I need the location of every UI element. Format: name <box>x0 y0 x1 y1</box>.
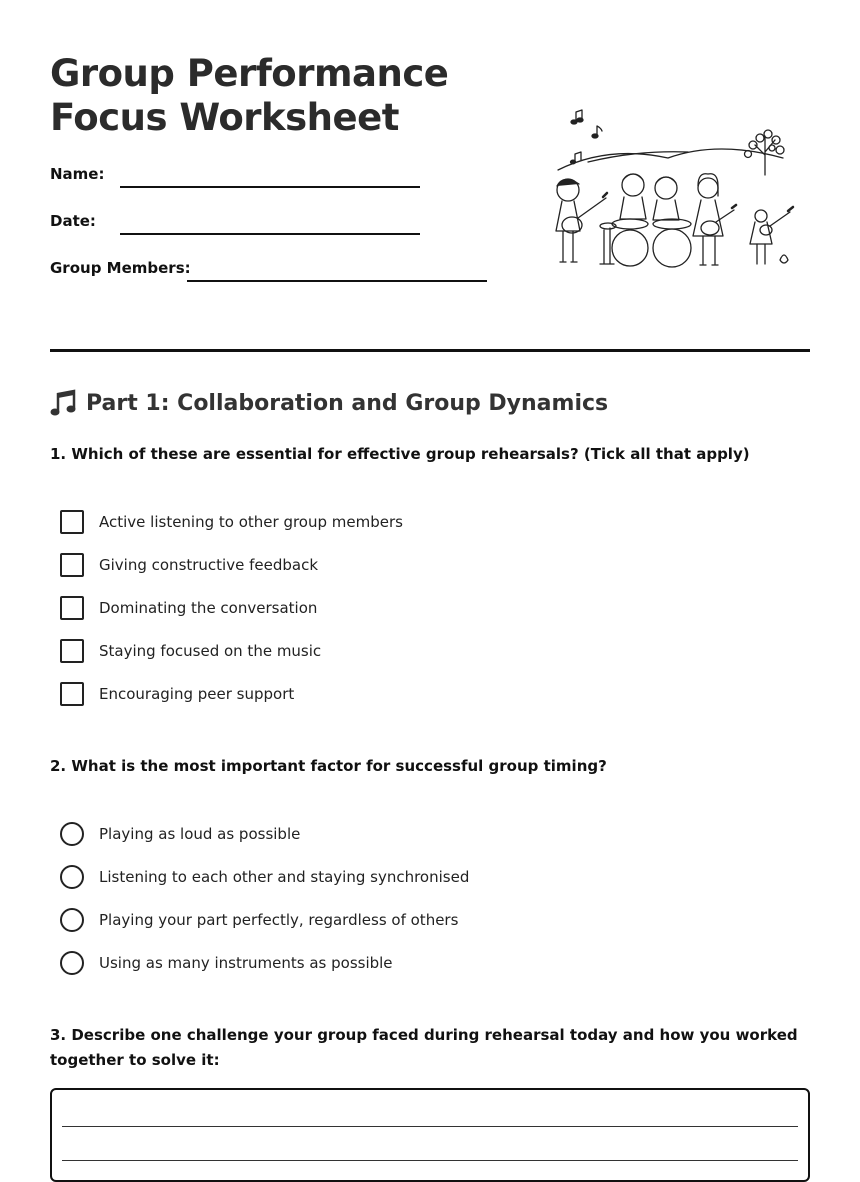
q1-option-2[interactable] <box>60 553 318 577</box>
q2-option-1-label: Playing as loud as possible <box>99 825 301 843</box>
q2-option-2-label: Listening to each other and staying synchronised <box>99 868 470 886</box>
header-divider <box>50 349 810 352</box>
question-2: 2. What is the most important factor for successful group timing? <box>50 757 607 775</box>
tree-icon <box>745 130 785 175</box>
radio-button[interactable] <box>60 865 84 889</box>
group-members-line[interactable] <box>187 280 487 282</box>
radio-button[interactable] <box>60 908 84 932</box>
q2-option-4-label: Using as many instruments as possible <box>99 954 393 972</box>
radio-button[interactable] <box>60 822 84 846</box>
child-girl-guitarist-icon <box>693 174 736 265</box>
checkbox[interactable] <box>60 510 84 534</box>
music-note-icon <box>50 388 78 418</box>
child-drummer-2-icon <box>653 177 691 267</box>
music-notes-icon <box>571 110 603 164</box>
q1-option-3-label: Dominating the conversation <box>99 599 318 617</box>
q3-answer-area[interactable] <box>50 1088 810 1182</box>
child-drummer-icon <box>600 174 648 266</box>
q1-option-3[interactable] <box>60 596 317 620</box>
question-3: 3. Describe one challenge your group faced during rehearsal today and how you worked together to solve it: <box>50 1026 798 1069</box>
q2-option-1[interactable] <box>60 822 300 846</box>
date-label: Date: <box>50 212 96 230</box>
checkbox[interactable] <box>60 553 84 577</box>
children-band-illustration <box>548 100 800 275</box>
radio-button[interactable] <box>60 951 84 975</box>
part1-heading <box>50 388 608 418</box>
child-guitarist-icon <box>556 179 607 262</box>
q1-option-5-label: Encouraging peer support <box>99 685 295 703</box>
checkbox[interactable] <box>60 596 84 620</box>
q2-option-2[interactable] <box>60 865 469 889</box>
checkbox[interactable] <box>60 682 84 706</box>
q2-option-3-label: Playing your part perfectly, regardless of others <box>99 911 459 929</box>
q2-option-3[interactable] <box>60 908 458 932</box>
q1-option-1-label: Active listening to other group members <box>99 513 403 531</box>
name-line[interactable] <box>120 186 420 188</box>
answer-line <box>62 1126 798 1127</box>
q1-option-4-label: Staying focused on the music <box>99 642 322 660</box>
q1-option-1[interactable] <box>60 510 403 534</box>
group-members-field <box>50 259 191 277</box>
question-1: 1. Which of these are essential for effective group rehearsals? (Tick all that apply) <box>50 445 750 463</box>
group-members-label: Group Members: <box>50 259 191 277</box>
date-line[interactable] <box>120 233 420 235</box>
worksheet-title <box>50 52 448 140</box>
name-label: Name: <box>50 165 105 183</box>
part1-title: Part 1: Collaboration and Group Dynamics <box>86 390 609 416</box>
date-field <box>50 212 96 230</box>
checkbox[interactable] <box>60 639 84 663</box>
q1-option-2-label: Giving constructive feedback <box>99 556 319 574</box>
title-line-1: Group Performance <box>50 52 449 95</box>
child-ukulele-icon <box>750 207 793 264</box>
name-field <box>50 165 104 183</box>
title-line-2: Focus Worksheet <box>50 96 399 139</box>
q1-option-4[interactable] <box>60 639 321 663</box>
q2-option-4[interactable] <box>60 951 393 975</box>
q1-option-5[interactable] <box>60 682 294 706</box>
